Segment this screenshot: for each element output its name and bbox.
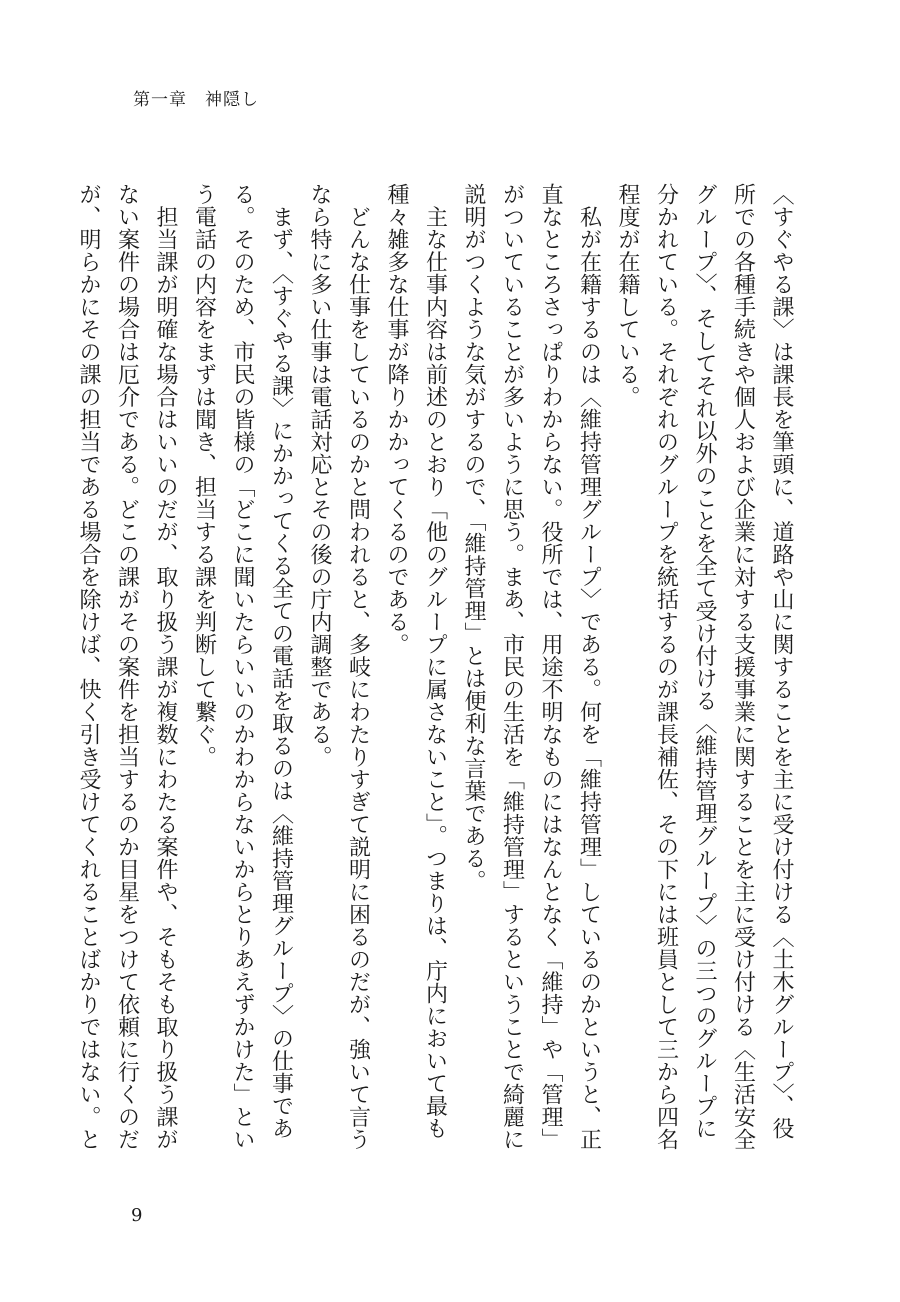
paragraph: まず、〈すぐやる課〉にかかってくる全ての電話を取るのは〈維持管理グループ〉の仕事である。そのため、市民の皆様の「どこに聞いたらいいのかわからないからとりあえずかけた」という電話の内容をまずは聞き、担当する課を判断して繋ぐ。	[191, 183, 294, 1151]
paragraph: 主な仕事内容は前述のとおり「他のグループに属さないこと」。つまりは、庁内において最も種々雑多な仕事が降りかかってくるのである。	[384, 183, 448, 1140]
body-text	[76, 183, 800, 1153]
paragraph: 〈すぐやる課〉は課長を筆頭に、道路や山に関することを主に受け付ける〈土木グループ〉、役所での各種手続きや個人および企業に対する支援事業に関することを主に受け付ける〈生活安全グループ〉、そしてそれ以外のことを全て受け付ける〈維持管理グループ〉の三つのグループに分かれている。それぞれのグループを統括するのが課長補佐、その下には班員として三から四名程度が在籍している。	[615, 183, 794, 1151]
page-number: 9	[131, 1205, 143, 1226]
running-head: 第一章 神隠し	[133, 90, 259, 110]
paragraph: 担当課が明確な場合はいいのだが、取り扱う課が複数にわたる案件や、そもそも取り扱う課がない案件の場合は厄介である。どこの課がその案件を担当するのか目星をつけて依頼に行くのだが、明らかにその課の担当である場合を除けば、快く引き受けてくれることばかりではない。と	[76, 183, 178, 1151]
paragraph: どんな仕事をしているのかと問われると、多岐にわたりすぎて説明に困るのだが、強いて言うなら特に多い仕事は電話対応とその後の庁内調整である。	[307, 183, 371, 1151]
paragraph: 私が在籍するのは〈維持管理グループ〉である。何を「維持管理」しているのかというと、正直なところさっぱりわからない。役所では、用途不明なものにはなんとなく「維持」や「管理」がついていることが多いように思う。まあ、市民の生活を「維持管理」するということで綺麗に説明がつくような気がするので、「維持管理」とは便利な言葉である。	[461, 183, 602, 1151]
